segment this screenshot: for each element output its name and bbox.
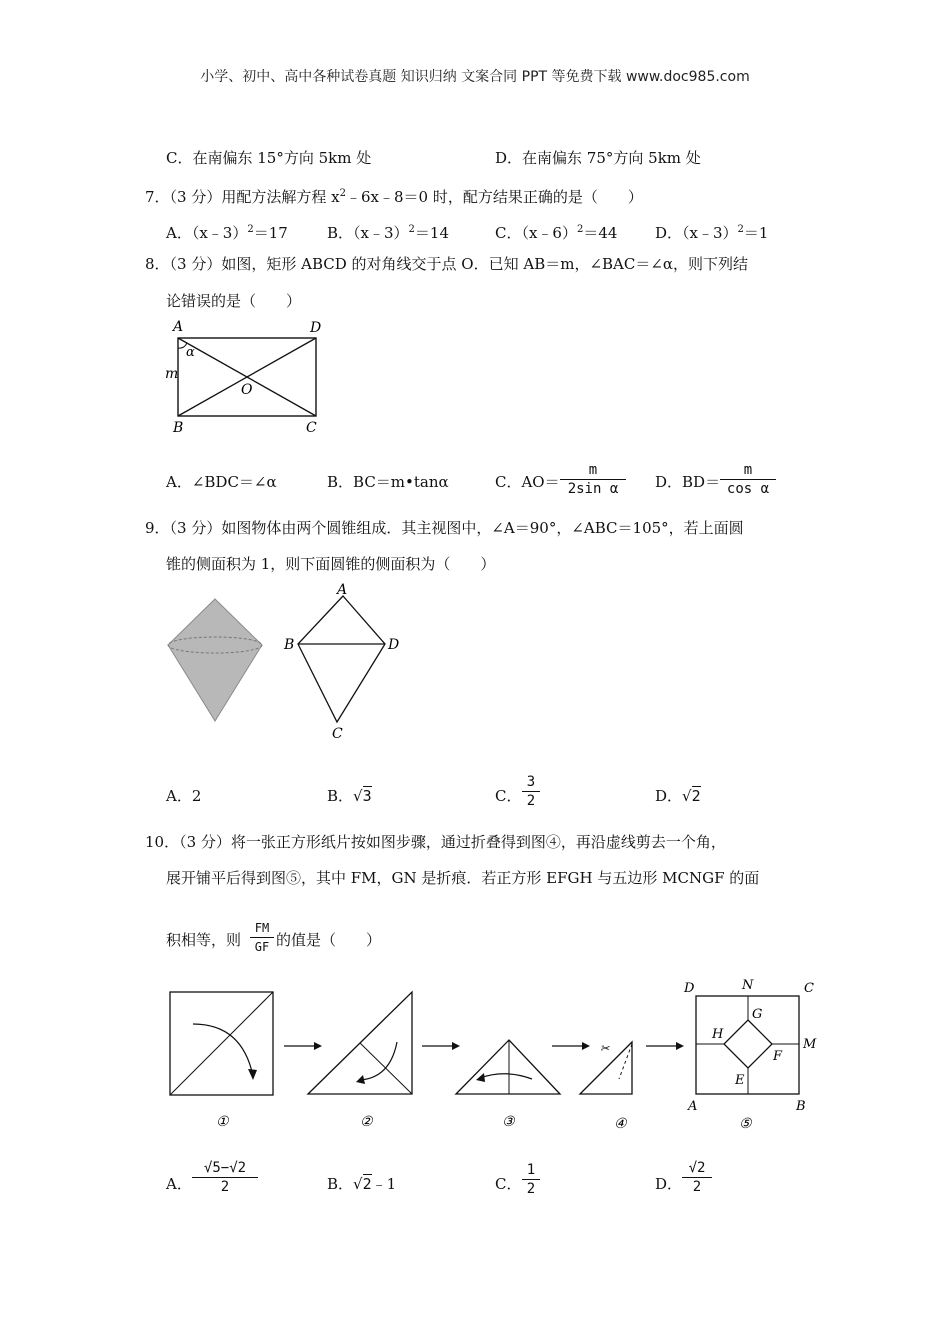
step-label-5: ⑤ <box>739 1116 752 1132</box>
label-d: D <box>388 637 400 653</box>
label-e: E <box>735 1073 745 1088</box>
q8-option-c-fraction: m 2sin α <box>560 462 626 498</box>
q10-stem-line1: 10．（3 分）将一张正方形纸片按如图步骤，通过折叠得到图④，再沿虚线剪去一个角， <box>145 833 726 851</box>
q9-solid-figure <box>165 595 265 725</box>
label-b: B <box>796 1099 806 1114</box>
label-b: B <box>284 637 295 653</box>
page-header: 小学、初中、高中各种试卷真题 知识归纳 文案合同 PPT 等免费下载 www.doc985.com <box>200 69 750 85</box>
step3-triangle <box>456 1040 560 1094</box>
step1-arrow-head <box>248 1069 257 1080</box>
q10-option-d: D． <box>655 1175 683 1193</box>
label-a: A <box>688 1099 698 1114</box>
step-label-2: ② <box>360 1114 373 1130</box>
label-h: H <box>712 1027 724 1042</box>
step1-arrow <box>193 1024 253 1076</box>
label-a: A <box>337 582 348 598</box>
label-c: C <box>306 420 317 436</box>
label-g: G <box>752 1007 763 1022</box>
q8-stem-line1: 8．（3 分）如图，矩形 ABCD 的对角线交于点 O．已知 AB＝m，∠BAC＝∠α，则下列结 <box>145 255 749 273</box>
q9-option-c: C． <box>495 787 522 805</box>
step-label-4: ④ <box>614 1116 627 1132</box>
q8-option-d: D．BD＝ <box>655 473 721 491</box>
q10-option-b: B．√2﹣1 <box>327 1175 397 1193</box>
label-alpha: α <box>186 345 195 360</box>
q10-option-a-fraction: √5−√2 2 <box>192 1160 258 1196</box>
label-a: A <box>173 319 184 335</box>
label-b: B <box>173 420 184 436</box>
q9-option-c-fraction: 3 2 <box>522 774 540 810</box>
label-c: C <box>332 726 343 742</box>
label-c: C <box>804 981 814 996</box>
q8-option-b: B．BC＝m•tanα <box>327 473 449 491</box>
q7-option-d: D．（x﹣3）$^2$＝1 <box>655 224 769 242</box>
q7-option-a: A．（x﹣3）$^2$＝17 <box>166 224 288 242</box>
label-d: D <box>684 981 695 996</box>
q10-ratio-fraction: FM GF <box>250 920 274 956</box>
q10-stem-line3a: 积相等，则 <box>166 931 242 949</box>
q8-option-d-fraction: m cos α <box>720 462 776 498</box>
q10-stem-line2: 展开铺平后得到图⑤，其中 FM，GN 是折痕．若正方形 EFGH 与五边形 MCNGF 的面 <box>166 869 760 887</box>
q10-stem-line3b: 的值是（ ） <box>276 931 382 949</box>
label-d: D <box>310 320 322 336</box>
step1-diagonal <box>170 992 273 1095</box>
q8-stem-line2: 论错误的是（ ） <box>166 292 302 310</box>
q9-stem-line2: 锥的侧面积为 1，则下面圆锥的侧面积为（ ） <box>166 555 496 573</box>
double-cone-body <box>168 599 262 721</box>
label-f: F <box>773 1049 783 1064</box>
label-m: M <box>803 1037 817 1052</box>
q9-option-b: B．√3 <box>327 787 372 805</box>
label-o: O <box>241 382 253 398</box>
q10-folding-steps-figure <box>160 976 825 1136</box>
q7-option-b: B．（x﹣3）$^2$＝14 <box>327 224 449 242</box>
q8-option-c: C．AO＝ <box>495 473 560 491</box>
q6-option-d: D．在南偏东 75°方向 5km 处 <box>495 149 701 167</box>
q10-option-c-fraction: 1 2 <box>522 1162 540 1198</box>
q7-stem: 7．（3 分）用配方法解方程 $x^2﹣6x﹣8=0$ 时，配方结果正确的是（ ） <box>145 188 643 206</box>
q9-stem-line1: 9．（3 分）如图物体由两个圆锥组成．其主视图中，∠A＝90°，∠ABC＝105°，若上面圆 <box>145 519 744 537</box>
q10-option-c: C． <box>495 1175 522 1193</box>
q9-front-view-figure <box>280 582 405 742</box>
label-m: m <box>165 366 179 382</box>
scissors-icon: ✂ <box>600 1042 610 1055</box>
step3-arrow <box>480 1074 532 1079</box>
q10-option-d-fraction: √2 2 <box>682 1160 712 1196</box>
q8-rectangle-figure <box>160 316 335 438</box>
q9-option-d: D．√2 <box>655 787 701 805</box>
step-label-3: ③ <box>502 1114 515 1130</box>
q7-option-c: C．（x﹣6）$^2$＝44 <box>495 224 618 242</box>
step-label-1: ① <box>216 1114 229 1130</box>
square-efgh <box>724 1020 772 1068</box>
q8-option-a: A．∠BDC＝∠α <box>166 473 277 491</box>
q10-option-a: A． <box>166 1175 192 1193</box>
q6-option-c: C．在南偏东 15°方向 5km 处 <box>166 149 372 167</box>
label-n: N <box>742 978 754 993</box>
q9-option-a: A．2 <box>166 787 202 805</box>
front-view-outline <box>298 596 385 722</box>
